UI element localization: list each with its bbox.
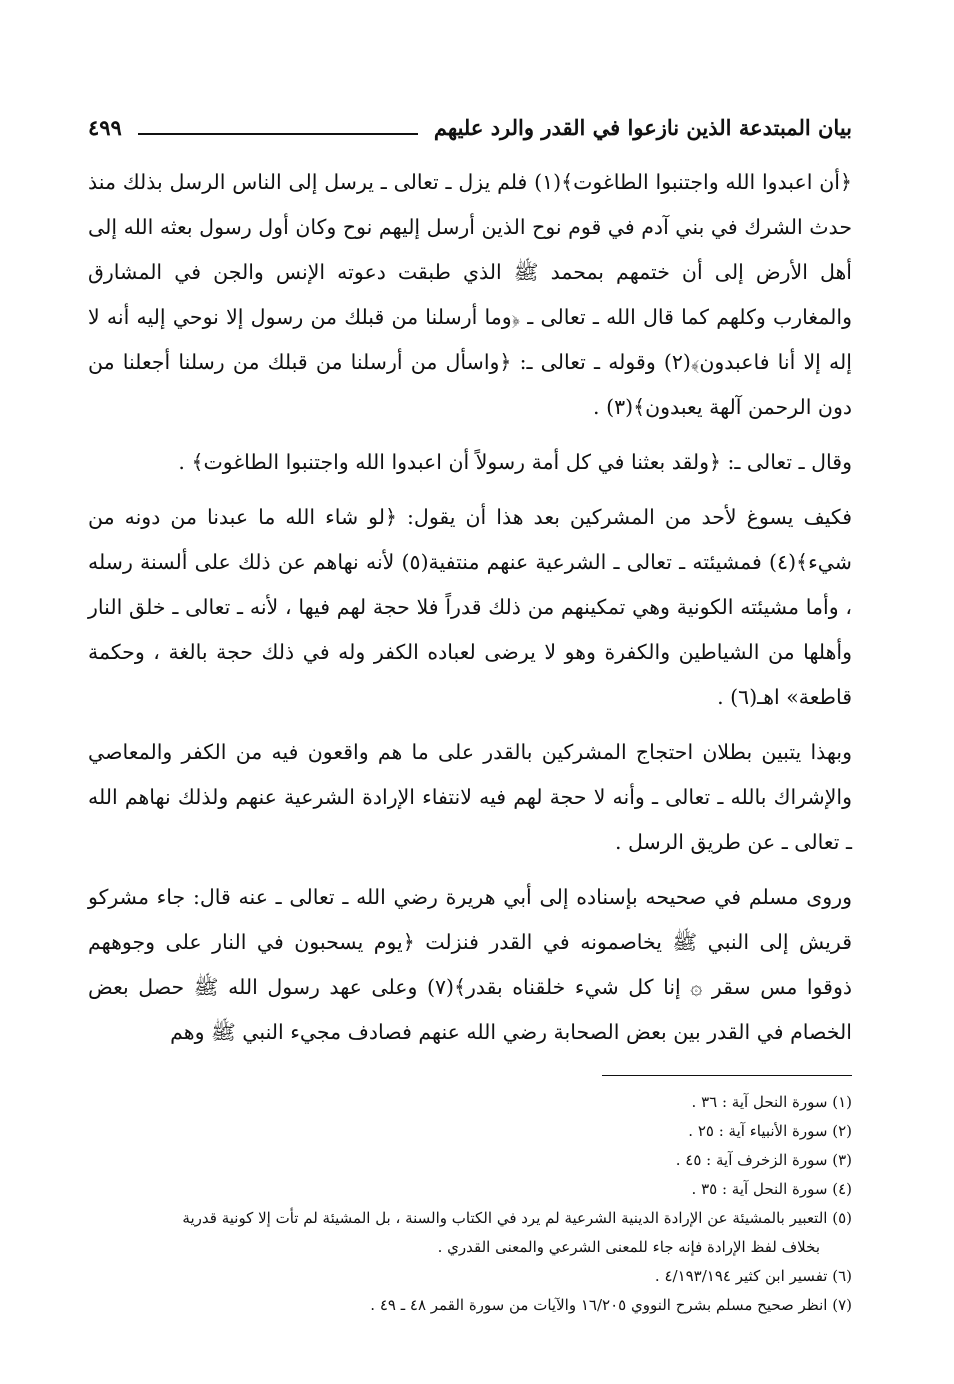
footnote: (٤) سورة النحل آية : ٣٥ . (691, 1180, 852, 1198)
paragraph: وروى مسلم في صحيحه بإسناده إلى أبي هريرة رضي الله ـ تعالى ـ عنه قال: جاء مشركو قريش إلى النبي ﷺ يخاصمونه في القدر فنزلت ﴿يوم يسحبون في النار على وجوههم ذوقوا مس سقر ۞ إنا كل شيء خلقناه بقدر﴾(٧) وعلى عهد رسول الله ﷺ حصل بعض الخصام في القدر بين بعض الصحابة رضي الله عنهم فصادف مجيء النبي ﷺ وهم (88, 885, 852, 1044)
paragraph: فكيف يسوغ لأحد من المشركين بعد هذا أن يقول: ﴿لو شاء الله ما عبدنا من دونه من شيء﴾(٤) فمشيئته ـ تعالى ـ الشرعية عنهم منتفية(٥) لأنه نهاهم عن ذلك على ألسنة رسله ، وأما مشيئته الكونية وهي تمكينهم من ذلك قدراً فلا حجة لهم فيها ، لأنه ـ تعالى ـ خلق النار وأهلها من الشياطين والكفرة وهو لا يرضى لعباده الكفر وله في ذلك حجة بالغة ، وحكمة قاطعة» اهـ(٦) . (88, 505, 852, 709)
paragraph: وبهذا يتبين بطلان احتجاج المشركين بالقدر على ما هم واقعون فيه من الكفر والمعاصي والإشراك بالله ـ تعالى ـ وأنه لا حجة لهم فيه لانتفاء الإرادة الشرعية عنهم ولذلك نهاهم الله ـ تعالى ـ عن طريق الرسل . (88, 740, 852, 854)
page-number: ٤٩٩ (88, 115, 122, 140)
running-header (88, 108, 852, 148)
paragraph: وقال ـ تعالى ـ: ﴿ولقد بعثنا في كل أمة رسولاً أن اعبدوا الله واجتنبوا الطاغوت﴾ . (178, 450, 852, 474)
footnote: (٧) انظر صحيح مسلم بشرح النووي ١٦/٢٠٥ والآيات من سورة القمر ٤٨ ـ ٤٩ . (370, 1296, 852, 1314)
footnote-continuation: بخلاف لفظ الإرادة فإنه جاء للمعنى الشرعي والمعنى القدري . (437, 1238, 820, 1256)
book-page (88, 108, 852, 1338)
footnote: (١) سورة النحل آية : ٣٦ . (691, 1093, 852, 1111)
main-text (88, 160, 852, 1055)
header-rule (138, 133, 418, 135)
footnote: (٥) التعبير بالمشيئة عن الإرادة الدينية الشرعية لم يرد في الكتاب والسنة ، بل المشيئة لم تأت إلا كونية قدرية (182, 1209, 852, 1227)
chapter-title: بيان المبتدعة الذين نازعوا في القدر والرد عليهم (433, 115, 852, 140)
paragraph: ﴿أن اعبدوا الله واجتنبوا الطاغوت﴾(١) فلم يزل ـ تعالى ـ يرسل إلى الناس الرسل بذلك منذ حدث الشرك في بني آدم في قوم نوح الذين أرسل إليهم نوح وكان أول رسول بعثه الله إلى أهل الأرض إلى أن ختمهم بمحمد ﷺ الذي طبقت دعوته الإنس والجن في المشارق والمغارب وكلهم كما قال الله ـ تعالى ـ ﴿وما أرسلنا من قبلك من رسول إلا نوحي إليه أنه لا إله إلا أنا فاعبدون﴾(٢) وقوله ـ تعالى ـ: ﴿واسأل من أرسلنا من قبلك من رسلنا أجعلنا من دون الرحمن آلهة يعبدون﴾(٣) . (88, 170, 852, 419)
footnote-divider (602, 1075, 852, 1076)
footnote: (٦) تفسير ابن كثير ٤/١٩٣/١٩٤ . (654, 1267, 852, 1285)
footnotes (88, 1088, 852, 1320)
footnote: (٢) سورة الأنبياء آية : ٢٥ . (688, 1122, 852, 1140)
footnote: (٣) سورة الزخرف آية : ٤٥ . (675, 1151, 852, 1169)
